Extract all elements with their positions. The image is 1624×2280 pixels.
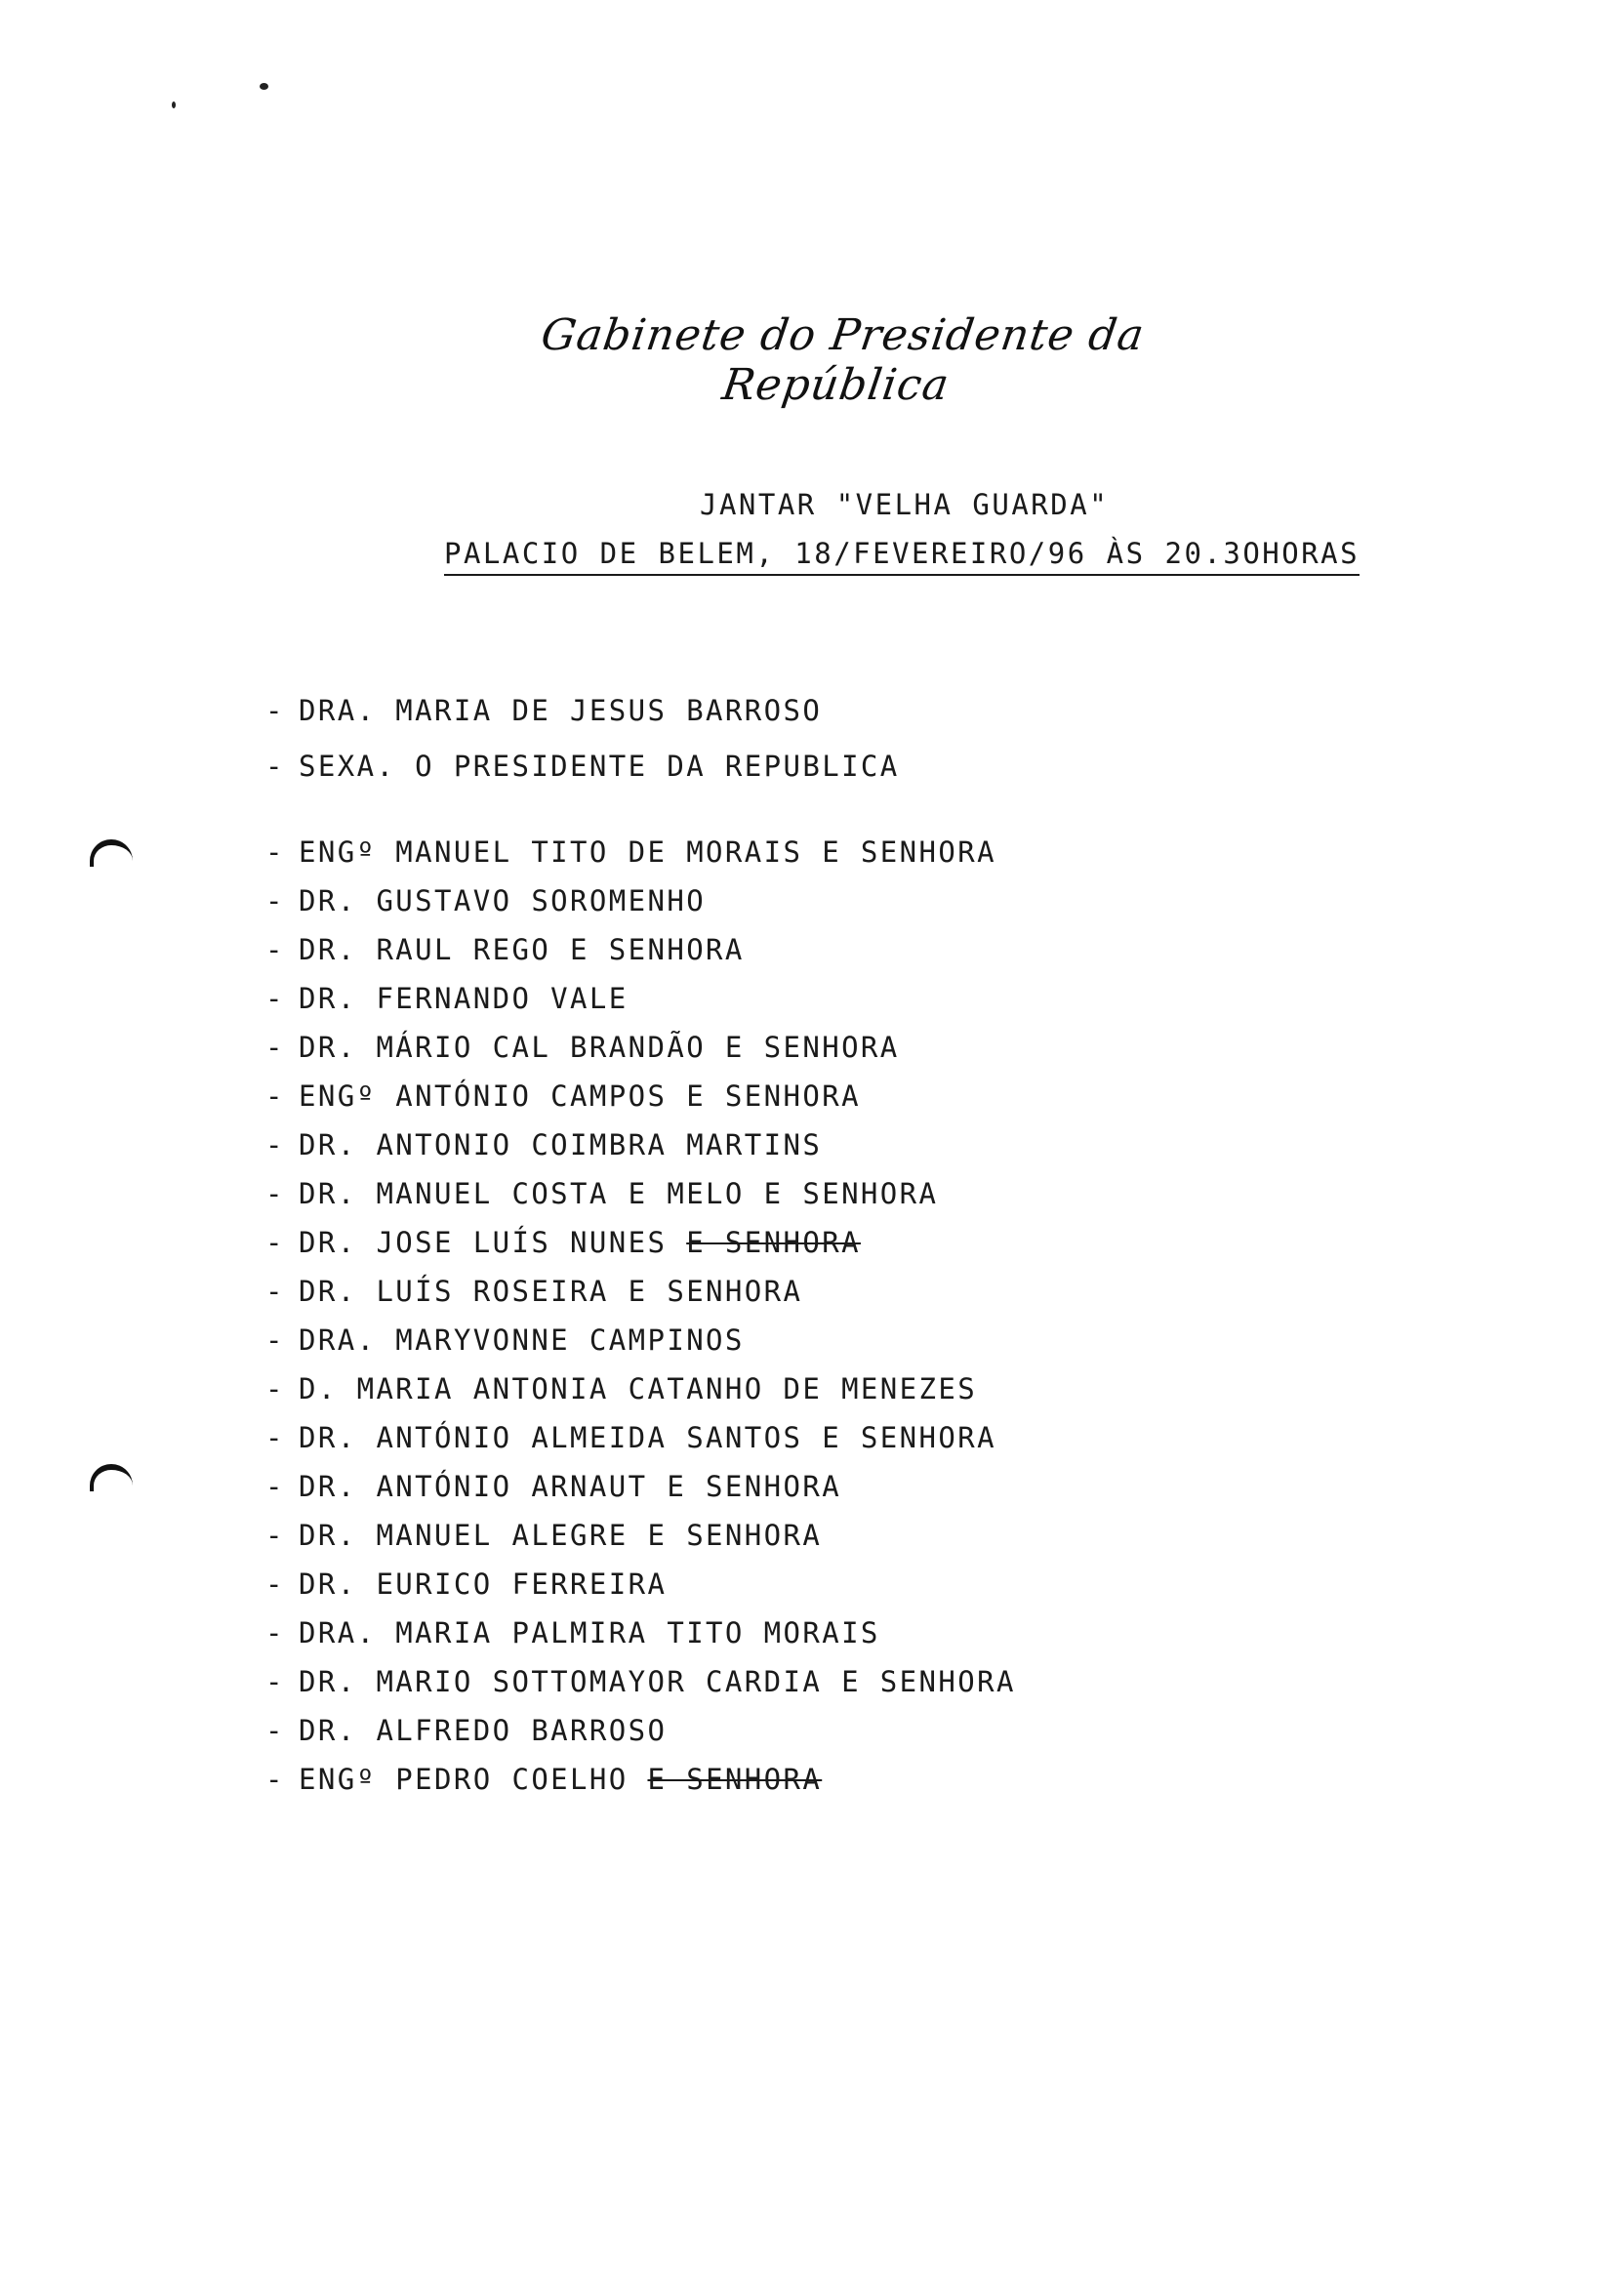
list-dash: - — [265, 1714, 285, 1747]
list-item — [265, 1608, 1016, 1657]
list-item — [265, 876, 1016, 925]
list-item — [265, 1364, 1016, 1413]
list-dash: - — [265, 835, 285, 869]
list-item — [265, 1755, 1016, 1804]
guest-name: DR. LUÍS ROSEIRA E SENHORA — [299, 1275, 803, 1308]
guest-name: ENGº ANTÓNIO CAMPOS E SENHORA — [299, 1079, 861, 1113]
list-item — [265, 1120, 1016, 1169]
list-item — [265, 1072, 1016, 1120]
list-item — [265, 925, 1016, 974]
guest-name: DR. FERNANDO VALE — [299, 982, 629, 1015]
list-dash: - — [265, 1665, 285, 1698]
list-item — [265, 1169, 1016, 1218]
list-dash: - — [265, 1323, 285, 1357]
guest-name: D. MARIA ANTONIA CATANHO DE MENEZES — [299, 1372, 978, 1405]
list-dash: - — [265, 1079, 285, 1113]
list-dash: - — [265, 1372, 285, 1405]
list-item — [265, 1706, 1016, 1755]
margin-mark — [90, 839, 133, 867]
list-item — [265, 1511, 1016, 1560]
list-item — [265, 739, 900, 794]
scan-speck — [260, 83, 268, 90]
margin-mark — [90, 1464, 133, 1491]
list-dash: - — [265, 1763, 285, 1796]
guest-name: ENGº PEDRO COELHO — [299, 1763, 648, 1796]
guest-name: DR. JOSE LUÍS NUNES — [299, 1226, 687, 1259]
list-item — [265, 683, 900, 739]
hosts-list — [265, 683, 900, 794]
list-dash: - — [265, 1519, 285, 1552]
guests-list — [265, 828, 1016, 1804]
guest-name: DR. MARIO SOTTOMAYOR CARDIA E SENHORA — [299, 1665, 1016, 1698]
list-dash: - — [265, 1616, 285, 1649]
guest-name: DR. MÁRIO CAL BRANDÃO E SENHORA — [299, 1031, 900, 1064]
list-item — [265, 1316, 1016, 1364]
list-dash: - — [265, 1177, 285, 1210]
list-item — [265, 1413, 1016, 1462]
guest-name: DR. ANTÓNIO ARNAUT E SENHORA — [299, 1470, 842, 1503]
list-item — [265, 974, 1016, 1023]
list-dash: - — [265, 1568, 285, 1601]
list-item — [265, 828, 1016, 876]
list-dash: - — [265, 1275, 285, 1308]
guest-name: DR. RAUL REGO E SENHORA — [299, 933, 745, 966]
letterhead: Gabinete do Presidente da República — [538, 310, 1148, 410]
list-dash: - — [265, 1421, 285, 1454]
list-dash: - — [265, 1031, 285, 1064]
list-dash: - — [265, 750, 285, 783]
guest-name: DR. EURICO FERREIRA — [299, 1568, 668, 1601]
list-item — [265, 1560, 1016, 1608]
guest-name: ENGº MANUEL TITO DE MORAIS E SENHORA — [299, 835, 996, 869]
list-item — [265, 1657, 1016, 1706]
guest-name: DRA. MARIA PALMIRA TITO MORAIS — [299, 1616, 880, 1649]
guest-name: DR. ANTONIO COIMBRA MARTINS — [299, 1128, 823, 1161]
list-dash: - — [265, 1226, 285, 1259]
scan-speck — [172, 102, 176, 108]
guest-name: DR. ALFREDO BARROSO — [299, 1714, 668, 1747]
event-place-date: PALACIO DE BELEM, 18/FEVEREIRO/96 ÀS 20.3OHORAS — [444, 537, 1360, 576]
list-dash: - — [265, 1128, 285, 1161]
struck-text: E SENHORA — [647, 1763, 823, 1796]
list-item — [265, 1218, 1016, 1267]
list-dash: - — [265, 982, 285, 1015]
guest-name: DR. MANUEL COSTA E MELO E SENHORA — [299, 1177, 939, 1210]
event-title: JANTAR "VELHA GUARDA" — [700, 488, 1110, 521]
guest-name: DR. MANUEL ALEGRE E SENHORA — [299, 1519, 823, 1552]
list-item — [265, 1023, 1016, 1072]
guest-name: DRA. MARIA DE JESUS BARROSO — [299, 694, 823, 727]
list-dash: - — [265, 884, 285, 917]
guest-name: DR. GUSTAVO SOROMENHO — [299, 884, 707, 917]
list-dash: - — [265, 694, 285, 727]
list-dash: - — [265, 1470, 285, 1503]
guest-name: DRA. MARYVONNE CAMPINOS — [299, 1323, 745, 1357]
list-item — [265, 1462, 1016, 1511]
guest-name: DR. ANTÓNIO ALMEIDA SANTOS E SENHORA — [299, 1421, 996, 1454]
struck-text: E SENHORA — [686, 1226, 861, 1259]
list-dash: - — [265, 933, 285, 966]
guest-name: SEXA. O PRESIDENTE DA REPUBLICA — [299, 750, 900, 783]
list-item — [265, 1267, 1016, 1316]
